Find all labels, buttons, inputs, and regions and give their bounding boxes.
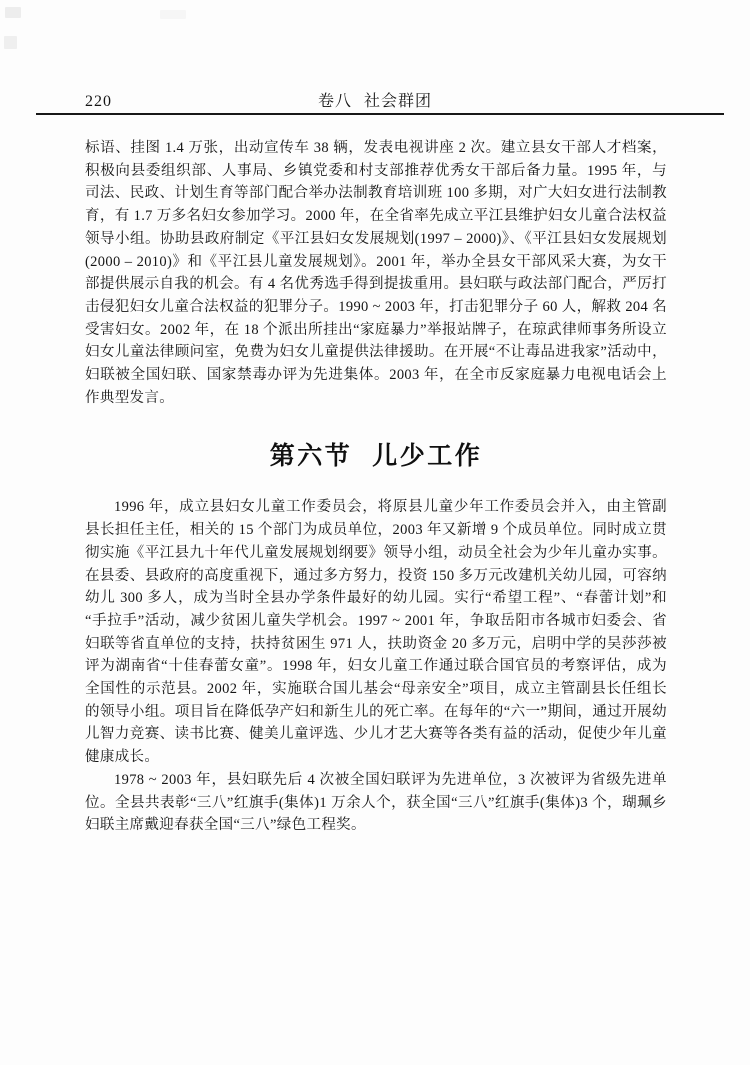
chapter-label: 社会群团: [364, 93, 433, 110]
text-block: [85, 137, 667, 837]
page-header: [0, 92, 750, 112]
section-label: 第六节: [269, 442, 353, 471]
paragraph: 1978 ~ 2003 年，县妇联先后 4 次被全国妇联评为先进单位，3 次被评为省级先进单位。全县共表彰“三八”红旗手(集体)1 万余人个，获全国“三八”红旗手(集体)3 个，瑚珮乡妇联主席戴迎春获全国“三八”绿色工程奖。: [85, 771, 667, 834]
running-title: [0, 92, 750, 112]
section-title: [85, 436, 667, 472]
paragraph: 1996 年，成立县妇女儿童工作委员会，将原县儿童少年工作委员会并入，由主管副县长担任主任，相关的 15 个部门为成员单位，2003 年又新增 9 个成员单位。同时成立贯彻实施《平江县九十年代儿童发展规划纲要》领导小组，动员全社会为少年儿童办实事。在县委、县政府的高度重视下，通过多方努力，投资 150 多万元改建机关幼儿园，可容纳幼儿 300 多人，成为当时全县办学条件最好的幼儿园。实行“希望工程”、“春蕾计划”和“手拉手”活动，减少贫困儿童失学机会。1997 ~ 2001 年，争取岳阳市各城市妇委会、省妇联等省直单位的支持，扶持贫困生 971 人，扶助资金 20 多万元，启明中学的吴莎莎被评为湖南省“十佳春蕾女童”。1998 年，妇女儿童工作通过联合国官员的考察评估，成为全国性的示范县。2002 年，实施联合国儿基会“母亲安全”项目，成立主管副县长任组长的领导小组。项目旨在降低孕产妇和新生儿的死亡率。在每年的“六一”期间，通过开展幼儿智力竞赛、读书比赛、健美儿童评选、少儿才艺大赛等各类有益的活动，促使少年儿童健康成长。: [85, 499, 667, 766]
scan-artifact: [160, 10, 186, 19]
scan-artifact: [5, 7, 21, 18]
volume-label: 卷八: [317, 93, 352, 110]
page-number: 220: [85, 93, 112, 110]
paragraph-continued: 标语、挂图 1.4 万张，出动宣传车 38 辆，发表电视讲座 2 次。建立县女干部人才档案，积极向县委组织部、人事局、乡镇党委和村支部推荐优秀女干部后备力量。1995 年，与司法、民政、计划生育等部门配合举办法制教育培训班 100 多期，对广大妇女进行法制教育，有 1.7 万多名妇女参加学习。2000 年，在全省率先成立平江县维护妇女儿童合法权益领导小组。协助县政府制定《平江县妇女发展规划(1997 – 2000)》、《平江县妇女发展规划(2000 – 2010)》和《平江县儿童发展规划》。2001 年，举办全县女干部风采大赛，为女干部提供展示自我的机会。有 4 名优秀选手得到提拔重用。县妇联与政法部门配合，严厉打击侵犯妇女儿童合法权益的犯罪分子。1990 ~ 2003 年，打击犯罪分子 60 人，解救 204 名受害妇女。2002 年，在 18 个派出所挂出“家庭暴力”举报站牌子，在琼武律师事务所设立妇女儿童法律顾问室，免费为妇女儿童提供法律援助。在开展“不让毒品进我家”活动中，妇联被全国妇联、国家禁毒办评为先进集体。2003 年，在全市反家庭暴力电视电话会上作典型发言。: [85, 140, 667, 406]
section-name: 儿少工作: [372, 442, 483, 471]
scan-artifact: [4, 36, 17, 49]
header-rule: [36, 113, 724, 115]
